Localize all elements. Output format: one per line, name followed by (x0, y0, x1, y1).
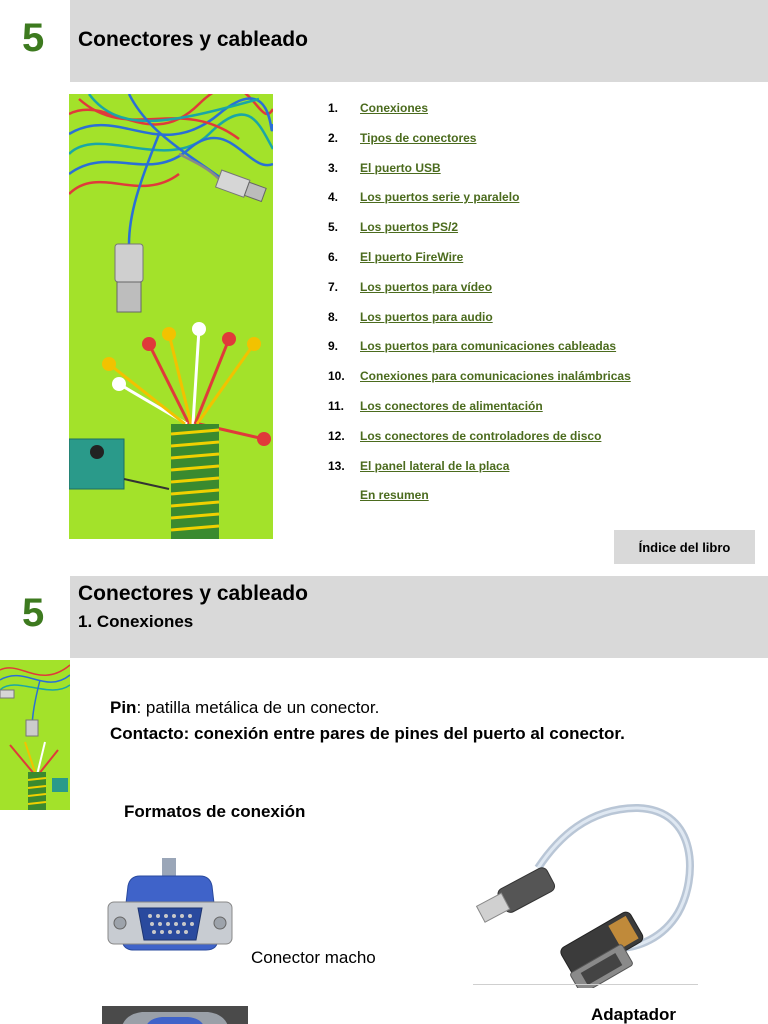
toc-item[interactable] (328, 369, 631, 399)
toc-link[interactable]: Los conectores de controladores de disco (360, 428, 602, 443)
vga-female-connector-image (102, 1006, 248, 1024)
toc-number: 3. (328, 160, 339, 175)
vga-male-connector-image (100, 858, 240, 968)
chapter-title: Conectores y cableado (78, 28, 308, 51)
toc-item[interactable] (328, 131, 631, 161)
toc-link[interactable]: Los puertos PS/2 (360, 220, 459, 235)
toc-link[interactable]: El panel lateral de la placa (360, 458, 510, 473)
toc-item[interactable] (328, 101, 631, 131)
toc-link[interactable]: Los puertos para audio (360, 309, 493, 324)
toc-number: 10. (328, 369, 345, 384)
toc-link[interactable]: Los conectores de alimentación (360, 398, 543, 413)
toc-number: 8. (328, 309, 339, 324)
pin-term: Pin (110, 698, 137, 717)
toc-number: 5. (328, 220, 339, 235)
toc-item[interactable] (328, 161, 631, 191)
table-of-contents (328, 101, 631, 518)
toc-item[interactable] (328, 220, 631, 250)
toc-item[interactable] (328, 399, 631, 429)
toc-link[interactable]: Los puertos para vídeo (360, 279, 493, 294)
toc-link[interactable]: El puerto USB (360, 160, 441, 175)
toc-number: 1. (328, 101, 339, 115)
contact-definition: Contacto: conexión entre pares de pines del puerto al conector. (110, 724, 625, 743)
toc-item[interactable] (328, 190, 631, 220)
chapter-number: 5 (22, 16, 45, 60)
divider (473, 984, 698, 985)
toc-number: 12. (328, 428, 345, 443)
toc-link[interactable]: Tipos de conectores (360, 130, 477, 145)
toc-item[interactable] (328, 250, 631, 280)
slide-connections (0, 576, 768, 1024)
adapter-label: Adaptador (591, 1005, 676, 1024)
toc-number: 6. (328, 249, 339, 264)
toc-item[interactable] (328, 280, 631, 310)
toc-number: 13. (328, 458, 345, 473)
toc-number: 7. (328, 279, 339, 294)
toc-number: 2. (328, 130, 339, 145)
toc-item[interactable] (328, 459, 631, 489)
section-header (70, 576, 768, 658)
toc-number: 11. (328, 398, 345, 413)
usb-serial-adapter-image (468, 798, 708, 988)
chapter-number: 5 (22, 591, 45, 635)
chapter-title: Conectores y cableado (78, 582, 308, 605)
section-subtitle: 1. Conexiones (78, 612, 194, 631)
toc-link[interactable]: Conexiones para comunicaciones inalámbricas (360, 369, 631, 384)
pin-definition-text: : patilla metálica de un conector. (136, 698, 380, 717)
pin-definition (110, 698, 379, 718)
toc-item[interactable] (328, 429, 631, 459)
toc-item[interactable] (328, 339, 631, 369)
toc-item[interactable] (328, 310, 631, 340)
connection-formats-heading: Formatos de conexión (124, 802, 306, 821)
book-index-button[interactable]: Índice del libro (614, 530, 755, 564)
cover-thumbnail-image (0, 660, 70, 810)
toc-link[interactable]: Conexiones (360, 101, 429, 115)
cover-cables-image (69, 94, 273, 539)
toc-link-summary[interactable]: En resumen (360, 488, 429, 503)
male-connector-label: Conector macho (251, 948, 376, 967)
toc-link[interactable]: Los puertos para comunicaciones cableadas (360, 339, 617, 354)
toc-item[interactable] (328, 488, 631, 518)
chapter-header (70, 0, 768, 82)
toc-number: 9. (328, 339, 339, 354)
toc-number: 4. (328, 190, 339, 205)
toc-link[interactable]: El puerto FireWire (360, 249, 464, 264)
toc-link[interactable]: Los puertos serie y paralelo (360, 190, 520, 205)
